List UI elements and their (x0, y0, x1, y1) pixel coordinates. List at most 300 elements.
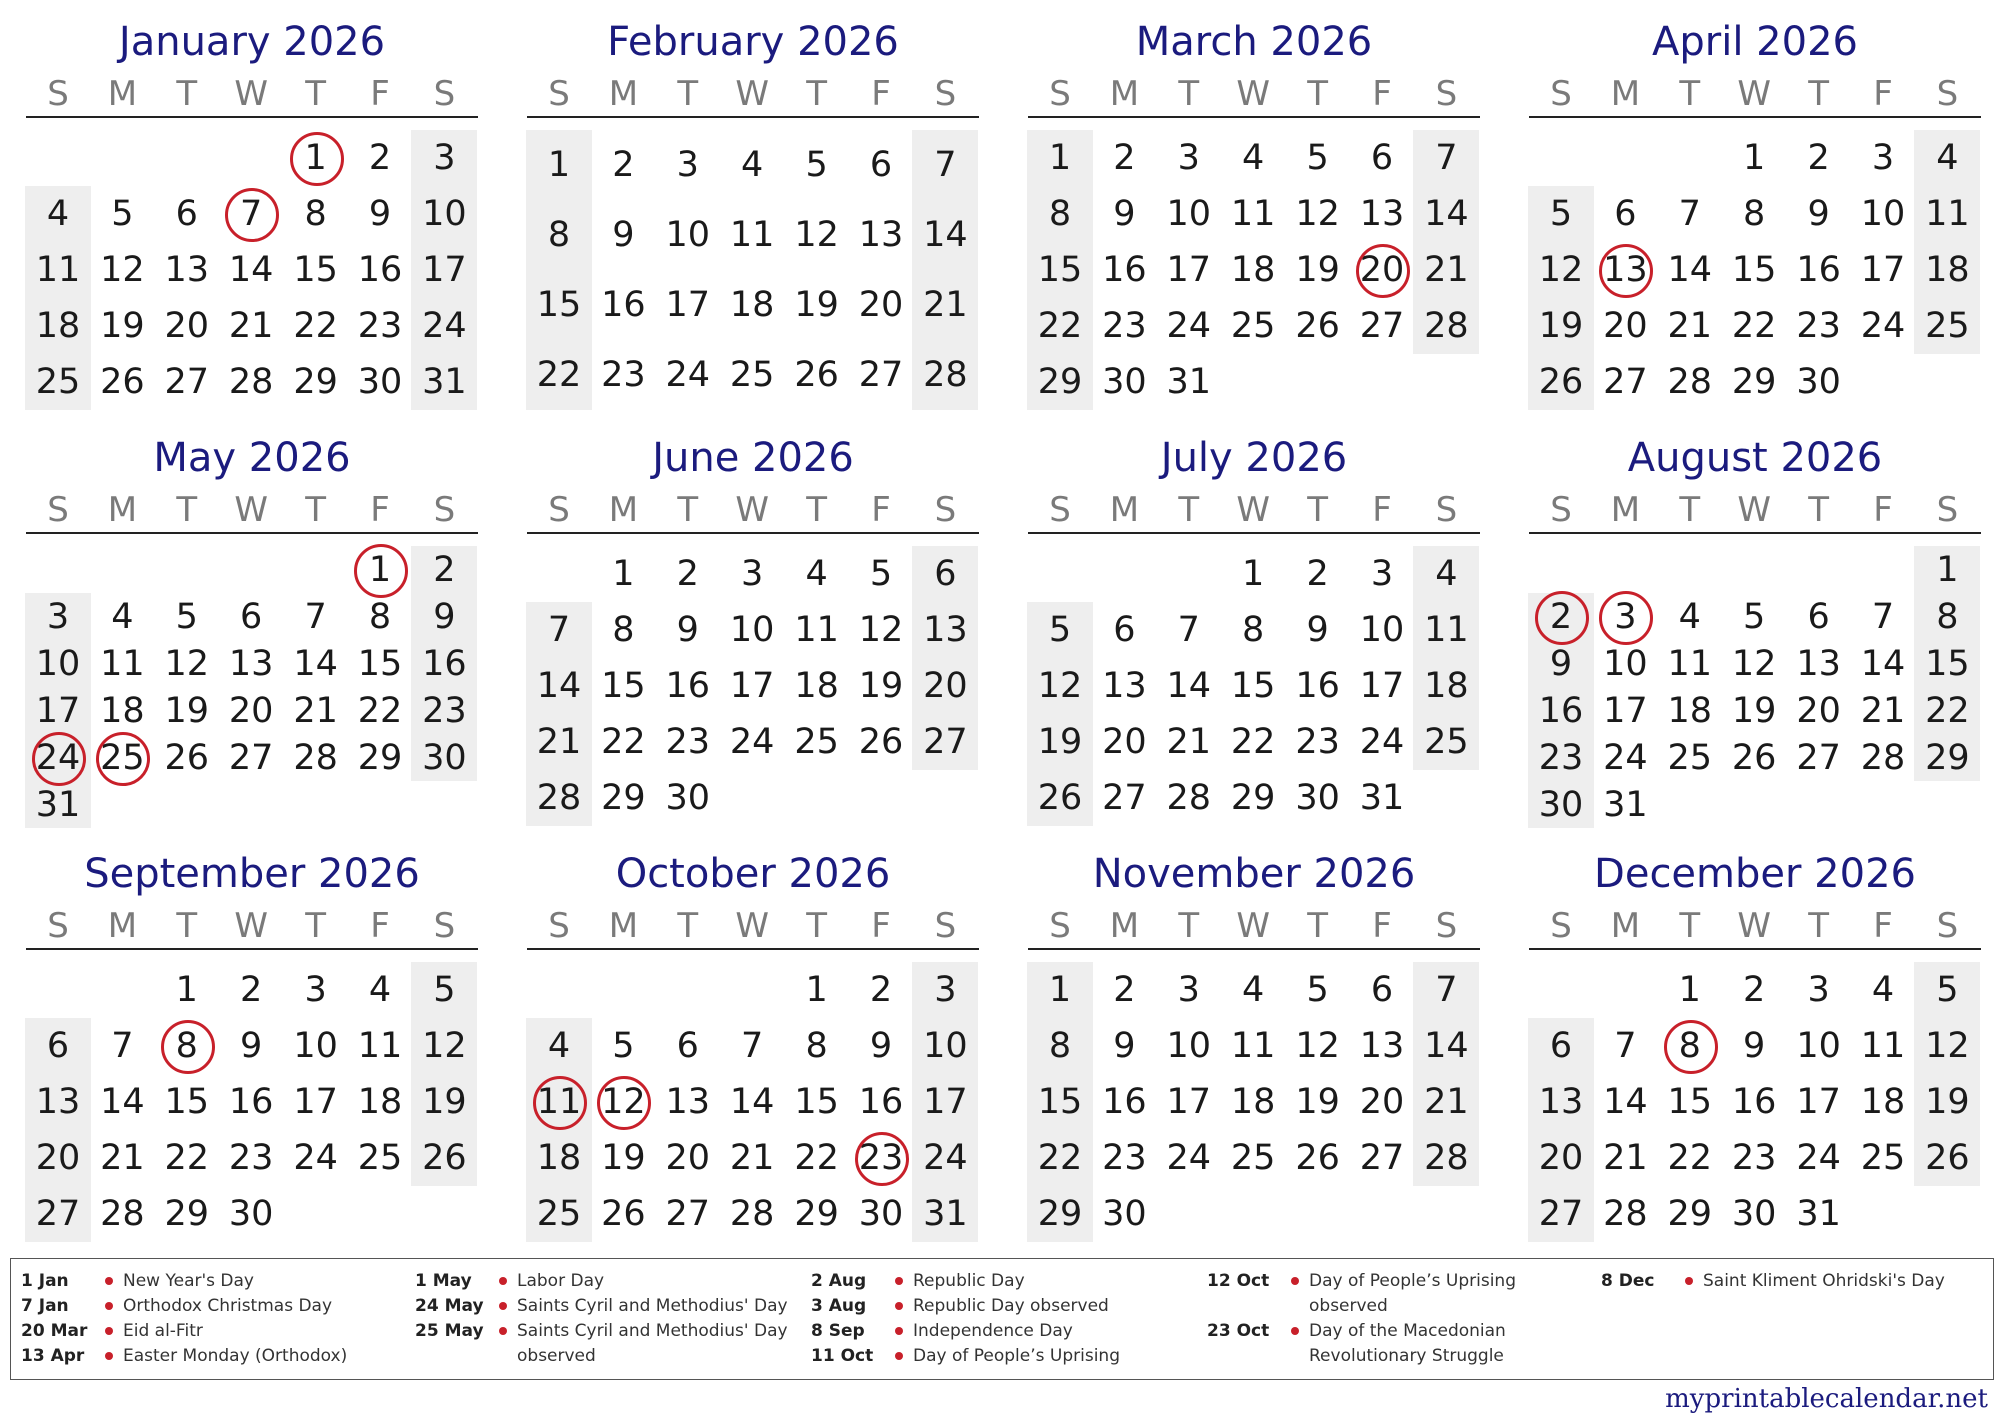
calendar-date[interactable]: 18 (100, 690, 145, 731)
calendar-date[interactable]: 3 (433, 138, 456, 178)
calendar-date[interactable]: 22 (1037, 1138, 1083, 1178)
calendar-date[interactable]: 9 (368, 194, 392, 234)
calendar-date[interactable]: 3 (1370, 554, 1394, 594)
calendar-date[interactable]: 25 (1925, 306, 1970, 346)
holiday-date[interactable]: 8 (155, 1023, 219, 1069)
calendar-date[interactable]: 6 (1370, 138, 1394, 178)
calendar-date[interactable]: 13 (164, 250, 210, 290)
calendar-date[interactable]: 19 (1731, 690, 1777, 731)
calendar-date[interactable]: 17 (1166, 1082, 1212, 1122)
calendar-date[interactable]: 22 (1037, 306, 1083, 346)
calendar-date[interactable]: 26 (1925, 1138, 1970, 1178)
holiday-date[interactable]: 2 (1529, 594, 1593, 640)
calendar-date[interactable]: 4 (1242, 970, 1265, 1010)
calendar-date[interactable]: 1 (547, 145, 571, 185)
holiday-date[interactable]: 3 (1593, 594, 1657, 640)
calendar-date[interactable]: 1 (805, 970, 828, 1010)
calendar-date[interactable]: 21 (1603, 1138, 1648, 1178)
calendar-date[interactable]: 17 (422, 250, 467, 290)
calendar-date[interactable]: 1 (612, 554, 635, 594)
calendar-date[interactable]: 15 (1731, 250, 1777, 290)
calendar-date[interactable]: 7 (741, 1026, 764, 1066)
calendar-date[interactable]: 29 (1667, 1194, 1713, 1234)
calendar-date[interactable]: 5 (1048, 610, 1072, 650)
calendar-date[interactable]: 25 (1230, 1138, 1276, 1178)
calendar-date[interactable]: 10 (293, 1026, 338, 1066)
calendar-date[interactable]: 25 (35, 362, 81, 402)
calendar-date[interactable]: 3 (304, 970, 327, 1010)
calendar-date[interactable]: 2 (1306, 554, 1329, 594)
calendar-date[interactable]: 21 (1424, 1082, 1469, 1122)
calendar-date[interactable]: 8 (1048, 1026, 1072, 1066)
calendar-date[interactable]: 8 (612, 610, 635, 650)
calendar-date[interactable]: 22 (536, 355, 582, 395)
calendar-date[interactable]: 13 (35, 1082, 81, 1122)
calendar-date[interactable]: 20 (665, 1138, 711, 1178)
calendar-date[interactable]: 5 (805, 145, 828, 185)
calendar-date[interactable]: 20 (1796, 690, 1841, 731)
calendar-date[interactable]: 10 (1860, 194, 1906, 234)
calendar-date[interactable]: 29 (1731, 362, 1777, 402)
calendar-date[interactable]: 22 (794, 1138, 839, 1178)
calendar-date[interactable]: 19 (858, 666, 904, 706)
calendar-date[interactable]: 22 (1925, 690, 1970, 731)
calendar-date[interactable]: 11 (1860, 1026, 1906, 1066)
calendar-date[interactable]: 25 (729, 355, 775, 395)
calendar-date[interactable]: 28 (100, 1194, 145, 1234)
calendar-date[interactable]: 6 (240, 596, 263, 637)
calendar-date[interactable]: 27 (1359, 1138, 1405, 1178)
calendar-date[interactable]: 21 (100, 1138, 145, 1178)
calendar-date[interactable]: 17 (665, 285, 711, 325)
calendar-date[interactable]: 8 (304, 194, 327, 234)
calendar-date[interactable]: 9 (1113, 194, 1136, 234)
calendar-date[interactable]: 28 (536, 778, 582, 818)
calendar-date[interactable]: 4 (741, 145, 764, 185)
calendar-date[interactable]: 8 (805, 1026, 828, 1066)
calendar-date[interactable]: 28 (1424, 1138, 1469, 1178)
calendar-date[interactable]: 23 (228, 1138, 274, 1178)
calendar-date[interactable]: 4 (1936, 138, 1959, 178)
calendar-date[interactable]: 15 (1230, 666, 1276, 706)
calendar-date[interactable]: 12 (1538, 250, 1584, 290)
calendar-date[interactable]: 28 (293, 737, 338, 778)
calendar-date[interactable]: 15 (293, 250, 338, 290)
calendar-date[interactable]: 16 (1102, 1082, 1147, 1122)
calendar-date[interactable]: 20 (35, 1138, 81, 1178)
calendar-date[interactable]: 30 (1102, 1194, 1147, 1234)
calendar-date[interactable]: 6 (46, 1026, 70, 1066)
calendar-date[interactable]: 2 (240, 970, 263, 1010)
calendar-date[interactable]: 10 (35, 643, 81, 684)
calendar-date[interactable]: 6 (175, 194, 198, 234)
calendar-date[interactable]: 7 (1435, 970, 1458, 1010)
calendar-date[interactable]: 1 (1242, 554, 1265, 594)
calendar-date[interactable]: 4 (805, 554, 828, 594)
calendar-date[interactable]: 28 (228, 362, 274, 402)
calendar-date[interactable]: 16 (1731, 1082, 1777, 1122)
calendar-date[interactable]: 10 (1166, 194, 1212, 234)
calendar-date[interactable]: 14 (100, 1082, 145, 1122)
calendar-date[interactable]: 9 (1743, 1026, 1766, 1066)
calendar-date[interactable]: 15 (164, 1082, 210, 1122)
calendar-date[interactable]: 14 (923, 215, 968, 255)
calendar-date[interactable]: 11 (357, 1026, 403, 1066)
calendar-date[interactable]: 18 (1860, 1082, 1906, 1122)
calendar-date[interactable]: 6 (1614, 194, 1637, 234)
holiday-date[interactable]: 11 (527, 1079, 591, 1125)
calendar-date[interactable]: 8 (368, 596, 392, 637)
calendar-date[interactable]: 11 (794, 610, 839, 650)
calendar-date[interactable]: 5 (612, 1026, 635, 1066)
calendar-date[interactable]: 31 (1796, 1194, 1841, 1234)
calendar-date[interactable]: 30 (1796, 362, 1841, 402)
calendar-date[interactable]: 10 (923, 1026, 968, 1066)
calendar-date[interactable]: 25 (536, 1194, 582, 1234)
calendar-date[interactable]: 22 (1667, 1138, 1713, 1178)
calendar-date[interactable]: 13 (228, 643, 274, 684)
calendar-date[interactable]: 29 (1230, 778, 1276, 818)
calendar-date[interactable]: 30 (1295, 778, 1340, 818)
calendar-date[interactable]: 26 (794, 355, 839, 395)
calendar-date[interactable]: 26 (1538, 362, 1584, 402)
calendar-date[interactable]: 5 (1549, 194, 1573, 234)
calendar-date[interactable]: 31 (923, 1194, 968, 1234)
calendar-date[interactable]: 15 (357, 643, 403, 684)
calendar-date[interactable]: 1 (175, 970, 198, 1010)
calendar-date[interactable]: 17 (1860, 250, 1906, 290)
calendar-date[interactable]: 18 (794, 666, 839, 706)
calendar-date[interactable]: 27 (665, 1194, 711, 1234)
calendar-date[interactable]: 5 (869, 554, 893, 594)
calendar-date[interactable]: 24 (422, 306, 467, 346)
calendar-date[interactable]: 31 (422, 362, 467, 402)
calendar-date[interactable]: 23 (1295, 722, 1340, 762)
calendar-date[interactable]: 30 (228, 1194, 274, 1234)
calendar-date[interactable]: 12 (1295, 194, 1340, 234)
calendar-date[interactable]: 17 (1359, 666, 1405, 706)
calendar-date[interactable]: 19 (1295, 1082, 1340, 1122)
calendar-date[interactable]: 12 (1037, 666, 1083, 706)
calendar-date[interactable]: 3 (934, 970, 957, 1010)
calendar-date[interactable]: 1 (1048, 970, 1072, 1010)
calendar-date[interactable]: 9 (1113, 1026, 1136, 1066)
calendar-date[interactable]: 19 (1295, 250, 1340, 290)
holiday-date[interactable]: 24 (26, 735, 90, 781)
calendar-date[interactable]: 23 (1731, 1138, 1777, 1178)
holiday-date[interactable]: 7 (219, 191, 283, 237)
holiday-date[interactable]: 25 (90, 735, 154, 781)
calendar-date[interactable]: 16 (357, 250, 403, 290)
calendar-date[interactable]: 15 (1925, 643, 1970, 684)
calendar-date[interactable]: 3 (741, 554, 764, 594)
calendar-date[interactable]: 6 (934, 554, 957, 594)
calendar-date[interactable]: 1 (1936, 549, 1959, 590)
calendar-date[interactable]: 16 (858, 1082, 904, 1122)
calendar-date[interactable]: 20 (858, 285, 904, 325)
calendar-date[interactable]: 27 (1603, 362, 1648, 402)
calendar-date[interactable]: 29 (794, 1194, 839, 1234)
calendar-date[interactable]: 13 (665, 1082, 711, 1122)
calendar-date[interactable]: 24 (1603, 737, 1648, 778)
calendar-date[interactable]: 25 (1667, 737, 1713, 778)
calendar-date[interactable]: 11 (729, 215, 775, 255)
holiday-date[interactable]: 20 (1350, 247, 1414, 293)
calendar-date[interactable]: 14 (536, 666, 582, 706)
calendar-date[interactable]: 17 (923, 1082, 968, 1122)
calendar-date[interactable]: 29 (357, 737, 403, 778)
calendar-date[interactable]: 4 (111, 596, 134, 637)
calendar-date[interactable]: 23 (1538, 737, 1584, 778)
calendar-date[interactable]: 22 (1230, 722, 1276, 762)
calendar-date[interactable]: 18 (1230, 250, 1276, 290)
calendar-date[interactable]: 15 (1667, 1082, 1713, 1122)
calendar-date[interactable]: 13 (1538, 1082, 1584, 1122)
calendar-date[interactable]: 25 (1424, 722, 1469, 762)
calendar-date[interactable]: 12 (422, 1026, 467, 1066)
calendar-date[interactable]: 23 (665, 722, 711, 762)
calendar-date[interactable]: 24 (923, 1138, 968, 1178)
calendar-date[interactable]: 20 (1538, 1138, 1584, 1178)
calendar-date[interactable]: 30 (858, 1194, 904, 1234)
calendar-date[interactable]: 22 (293, 306, 338, 346)
holiday-date[interactable]: 1 (348, 547, 412, 593)
calendar-date[interactable]: 12 (1731, 643, 1777, 684)
calendar-date[interactable]: 27 (164, 362, 210, 402)
calendar-date[interactable]: 3 (46, 596, 70, 637)
calendar-date[interactable]: 13 (1102, 666, 1147, 706)
calendar-date[interactable]: 12 (164, 643, 210, 684)
calendar-date[interactable]: 21 (1166, 722, 1212, 762)
calendar-date[interactable]: 24 (293, 1138, 338, 1178)
calendar-date[interactable]: 25 (1230, 306, 1276, 346)
calendar-date[interactable]: 21 (1860, 690, 1906, 731)
calendar-date[interactable]: 24 (1860, 306, 1906, 346)
calendar-date[interactable]: 30 (1102, 362, 1147, 402)
calendar-date[interactable]: 8 (1936, 596, 1959, 637)
calendar-date[interactable]: 17 (293, 1082, 338, 1122)
calendar-date[interactable]: 16 (1538, 690, 1584, 731)
calendar-date[interactable]: 27 (858, 355, 904, 395)
calendar-date[interactable]: 6 (1113, 610, 1136, 650)
calendar-date[interactable]: 3 (1807, 970, 1830, 1010)
calendar-date[interactable]: 17 (1796, 1082, 1841, 1122)
calendar-date[interactable]: 27 (1538, 1194, 1584, 1234)
holiday-date[interactable]: 1 (284, 135, 348, 181)
calendar-date[interactable]: 29 (1925, 737, 1970, 778)
calendar-date[interactable]: 21 (228, 306, 274, 346)
calendar-date[interactable]: 21 (536, 722, 582, 762)
calendar-date[interactable]: 30 (357, 362, 403, 402)
calendar-date[interactable]: 29 (1037, 1194, 1083, 1234)
calendar-date[interactable]: 20 (1359, 1082, 1405, 1122)
calendar-date[interactable]: 21 (1424, 250, 1469, 290)
holiday-date[interactable]: 23 (849, 1135, 913, 1181)
calendar-date[interactable]: 10 (1603, 643, 1648, 684)
calendar-date[interactable]: 20 (923, 666, 968, 706)
calendar-date[interactable]: 22 (601, 722, 646, 762)
calendar-date[interactable]: 14 (729, 1082, 775, 1122)
calendar-date[interactable]: 10 (1359, 610, 1405, 650)
calendar-date[interactable]: 5 (1306, 970, 1329, 1010)
calendar-date[interactable]: 8 (547, 215, 571, 255)
calendar-date[interactable]: 26 (1731, 737, 1777, 778)
calendar-date[interactable]: 4 (1678, 596, 1701, 637)
calendar-date[interactable]: 19 (1925, 1082, 1970, 1122)
calendar-date[interactable]: 10 (422, 194, 467, 234)
calendar-date[interactable]: 18 (729, 285, 775, 325)
calendar-date[interactable]: 13 (1796, 643, 1841, 684)
calendar-date[interactable]: 7 (1614, 1026, 1637, 1066)
calendar-date[interactable]: 9 (612, 215, 635, 255)
calendar-date[interactable]: 18 (1424, 666, 1469, 706)
calendar-date[interactable]: 7 (1678, 194, 1701, 234)
calendar-date[interactable]: 16 (601, 285, 646, 325)
calendar-date[interactable]: 11 (1424, 610, 1469, 650)
calendar-date[interactable]: 19 (601, 1138, 646, 1178)
calendar-date[interactable]: 6 (869, 145, 893, 185)
calendar-date[interactable]: 21 (729, 1138, 775, 1178)
calendar-date[interactable]: 26 (601, 1194, 646, 1234)
calendar-date[interactable]: 11 (1925, 194, 1970, 234)
calendar-date[interactable]: 17 (1603, 690, 1648, 731)
calendar-date[interactable]: 4 (368, 970, 392, 1010)
calendar-date[interactable]: 10 (729, 610, 775, 650)
calendar-date[interactable]: 5 (1936, 970, 1959, 1010)
calendar-date[interactable]: 23 (1102, 1138, 1147, 1178)
calendar-date[interactable]: 18 (1667, 690, 1713, 731)
calendar-date[interactable]: 7 (1177, 610, 1200, 650)
calendar-date[interactable]: 18 (1925, 250, 1970, 290)
calendar-date[interactable]: 7 (1435, 138, 1458, 178)
calendar-date[interactable]: 25 (357, 1138, 403, 1178)
calendar-date[interactable]: 1 (1743, 138, 1766, 178)
calendar-date[interactable]: 28 (1166, 778, 1212, 818)
calendar-date[interactable]: 4 (1435, 554, 1458, 594)
calendar-date[interactable]: 14 (228, 250, 274, 290)
calendar-date[interactable]: 19 (422, 1082, 467, 1122)
calendar-date[interactable]: 13 (1359, 194, 1405, 234)
calendar-date[interactable]: 6 (1370, 970, 1394, 1010)
calendar-date[interactable]: 11 (100, 643, 145, 684)
calendar-date[interactable]: 26 (858, 722, 904, 762)
calendar-date[interactable]: 27 (1796, 737, 1841, 778)
calendar-date[interactable]: 16 (1102, 250, 1147, 290)
calendar-date[interactable]: 14 (293, 643, 338, 684)
calendar-date[interactable]: 19 (1538, 306, 1584, 346)
calendar-date[interactable]: 25 (1860, 1138, 1906, 1178)
calendar-date[interactable]: 12 (100, 250, 145, 290)
calendar-date[interactable]: 13 (858, 215, 904, 255)
calendar-date[interactable]: 5 (1743, 596, 1766, 637)
calendar-date[interactable]: 22 (164, 1138, 210, 1178)
calendar-date[interactable]: 11 (1667, 643, 1713, 684)
calendar-date[interactable]: 26 (1295, 306, 1340, 346)
calendar-date[interactable]: 7 (304, 596, 327, 637)
calendar-date[interactable]: 7 (1871, 596, 1895, 637)
calendar-date[interactable]: 15 (1037, 250, 1083, 290)
calendar-date[interactable]: 14 (1166, 666, 1212, 706)
site-credit[interactable]: myprintablecalendar.net (1665, 1384, 1988, 1414)
calendar-date[interactable]: 24 (729, 722, 775, 762)
calendar-date[interactable]: 16 (422, 643, 467, 684)
calendar-date[interactable]: 29 (1037, 362, 1083, 402)
calendar-date[interactable]: 11 (35, 250, 81, 290)
calendar-date[interactable]: 30 (422, 737, 467, 778)
calendar-date[interactable]: 7 (111, 1026, 134, 1066)
calendar-date[interactable]: 30 (1731, 1194, 1777, 1234)
calendar-date[interactable]: 24 (1359, 722, 1405, 762)
calendar-date[interactable]: 2 (433, 549, 456, 590)
calendar-date[interactable]: 4 (46, 194, 70, 234)
calendar-date[interactable]: 22 (357, 690, 403, 731)
calendar-date[interactable]: 7 (934, 145, 957, 185)
calendar-date[interactable]: 28 (1424, 306, 1469, 346)
calendar-date[interactable]: 10 (665, 215, 711, 255)
calendar-date[interactable]: 30 (665, 778, 711, 818)
calendar-date[interactable]: 26 (164, 737, 210, 778)
calendar-date[interactable]: 19 (1037, 722, 1083, 762)
calendar-date[interactable]: 11 (1230, 194, 1276, 234)
calendar-date[interactable]: 3 (1177, 970, 1200, 1010)
calendar-date[interactable]: 5 (111, 194, 134, 234)
calendar-date[interactable]: 17 (35, 690, 81, 731)
calendar-date[interactable]: 13 (1359, 1026, 1405, 1066)
holiday-date[interactable]: 8 (1658, 1023, 1722, 1069)
calendar-date[interactable]: 21 (293, 690, 338, 731)
calendar-date[interactable]: 7 (547, 610, 571, 650)
calendar-date[interactable]: 6 (1807, 596, 1830, 637)
calendar-date[interactable]: 20 (164, 306, 210, 346)
calendar-date[interactable]: 24 (665, 355, 711, 395)
calendar-date[interactable]: 28 (729, 1194, 775, 1234)
calendar-date[interactable]: 17 (729, 666, 775, 706)
calendar-date[interactable]: 28 (1667, 362, 1713, 402)
calendar-date[interactable]: 6 (676, 1026, 699, 1066)
calendar-date[interactable]: 5 (175, 596, 198, 637)
calendar-date[interactable]: 28 (1603, 1194, 1648, 1234)
calendar-date[interactable]: 17 (1166, 250, 1212, 290)
calendar-date[interactable]: 26 (422, 1138, 467, 1178)
calendar-date[interactable]: 14 (1424, 1026, 1469, 1066)
calendar-date[interactable]: 23 (1796, 306, 1841, 346)
calendar-date[interactable]: 21 (923, 285, 968, 325)
calendar-date[interactable]: 31 (1603, 784, 1648, 825)
calendar-date[interactable]: 13 (923, 610, 968, 650)
calendar-date[interactable]: 27 (1102, 778, 1147, 818)
calendar-date[interactable]: 20 (1102, 722, 1147, 762)
calendar-date[interactable]: 6 (1549, 1026, 1573, 1066)
calendar-date[interactable]: 20 (228, 690, 274, 731)
calendar-date[interactable]: 31 (1359, 778, 1405, 818)
calendar-date[interactable]: 3 (1177, 138, 1200, 178)
calendar-date[interactable]: 10 (1166, 1026, 1212, 1066)
calendar-date[interactable]: 12 (794, 215, 839, 255)
calendar-date[interactable]: 15 (794, 1082, 839, 1122)
calendar-date[interactable]: 14 (1860, 643, 1906, 684)
calendar-date[interactable]: 29 (164, 1194, 210, 1234)
calendar-date[interactable]: 28 (1860, 737, 1906, 778)
calendar-date[interactable]: 24 (1166, 306, 1212, 346)
calendar-date[interactable]: 16 (228, 1082, 274, 1122)
holiday-date[interactable]: 13 (1593, 247, 1657, 293)
calendar-date[interactable]: 28 (923, 355, 968, 395)
calendar-date[interactable]: 12 (1295, 1026, 1340, 1066)
calendar-date[interactable]: 23 (357, 306, 403, 346)
calendar-date[interactable]: 14 (1667, 250, 1713, 290)
calendar-date[interactable]: 30 (1538, 784, 1584, 825)
calendar-date[interactable]: 12 (1925, 1026, 1970, 1066)
